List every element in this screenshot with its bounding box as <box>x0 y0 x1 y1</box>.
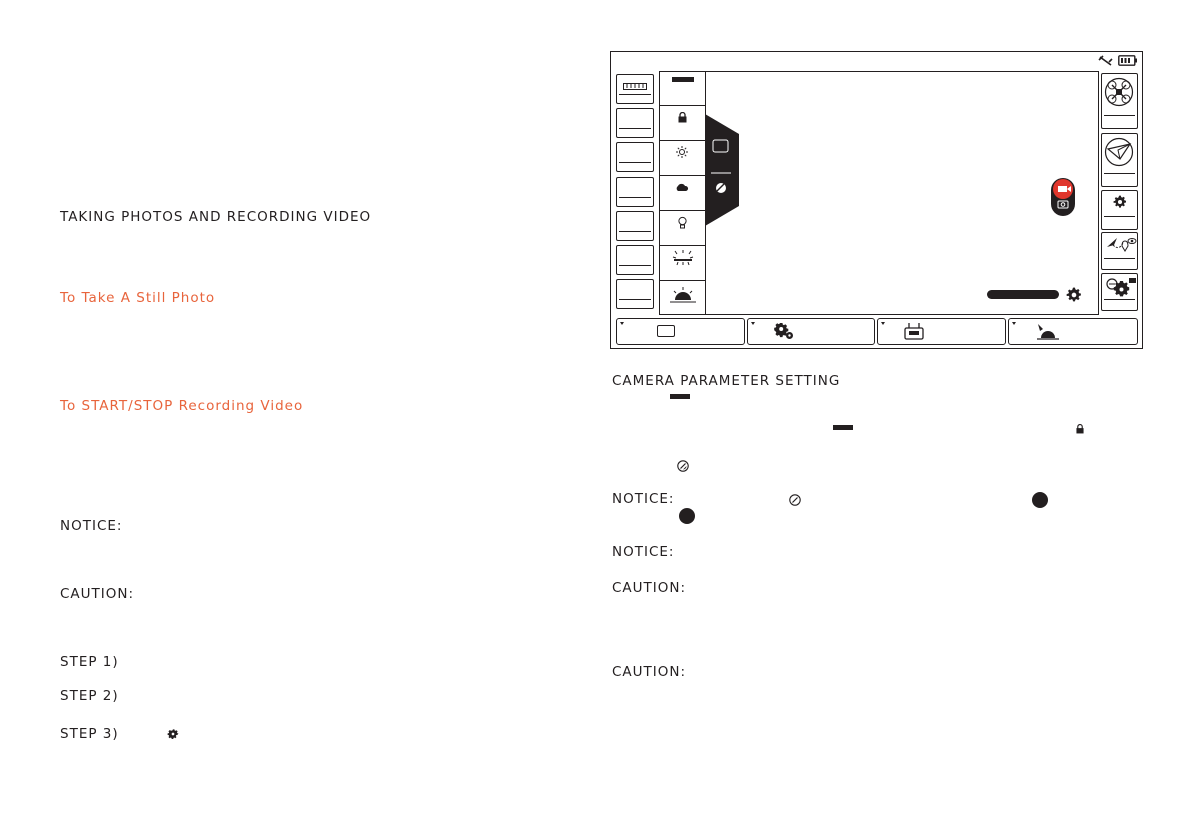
param-fluorescent-cell[interactable] <box>660 246 706 281</box>
left-menu-button-2[interactable] <box>616 108 654 138</box>
ruler-button[interactable] <box>616 74 654 104</box>
exposure-icon <box>789 494 801 506</box>
black-bar-icon <box>670 394 690 399</box>
lock-icon <box>678 112 687 123</box>
param-lock-cell[interactable] <box>660 106 706 141</box>
waypoint-button[interactable] <box>1101 232 1138 270</box>
left-menu-button-4[interactable] <box>616 177 654 207</box>
param-sunset-cell[interactable] <box>660 281 706 315</box>
param-cloudy-cell[interactable] <box>660 176 706 211</box>
notice-label: NOTICE: <box>60 518 123 534</box>
exposure-icon <box>677 460 689 472</box>
drone-view-button[interactable] <box>1101 73 1138 129</box>
subheading-still-photo: To Take A Still Photo <box>60 290 216 306</box>
left-menu-button-3[interactable] <box>616 142 654 172</box>
advanced-settings-button[interactable] <box>1101 273 1138 311</box>
settings-button[interactable] <box>1101 190 1138 230</box>
battery-icon <box>1118 55 1138 66</box>
expand-tab[interactable] <box>705 114 739 226</box>
bottom-gears-button[interactable] <box>747 318 875 345</box>
fluorescent-icon <box>672 250 694 266</box>
black-bar-icon <box>833 425 853 430</box>
gears-icon <box>774 322 794 340</box>
waypoint-icon <box>1105 235 1137 255</box>
zoom-slider[interactable] <box>987 290 1059 299</box>
section-title-taking-photos: TAKING PHOTOS AND RECORDING VIDEO <box>60 209 372 225</box>
lock-icon <box>1076 424 1084 434</box>
left-menu-button-6[interactable] <box>616 245 654 275</box>
step-1-label: STEP 1) <box>60 654 119 670</box>
left-menu-button-5[interactable] <box>616 211 654 241</box>
gear-icon <box>166 727 180 741</box>
compass-button[interactable] <box>1101 133 1138 187</box>
bottom-photo-mode-button[interactable] <box>616 318 745 345</box>
camera-settings-gear-icon[interactable] <box>1066 287 1082 303</box>
left-menu-button-7[interactable] <box>616 279 654 309</box>
notice-label-1: NOTICE: <box>612 491 675 507</box>
param-sunny-cell[interactable] <box>660 141 706 176</box>
bulb-icon <box>678 216 687 229</box>
sunset-icon <box>670 286 696 304</box>
black-bar-icon <box>672 77 694 82</box>
record-shutter-toggle[interactable] <box>1050 177 1076 217</box>
takeoff-land-icon <box>1035 322 1059 341</box>
notice-label-2: NOTICE: <box>612 544 675 560</box>
black-dot-icon <box>679 508 695 524</box>
subheading-record-video: To START/STOP Recording Video <box>60 398 304 414</box>
bottom-remote-button[interactable] <box>877 318 1006 345</box>
step-2-label: STEP 2) <box>60 688 119 704</box>
step-3-label: STEP 3) <box>60 726 119 742</box>
caution-label: CAUTION: <box>60 586 135 602</box>
caution-label-1: CAUTION: <box>612 580 687 596</box>
compass-icon <box>1104 137 1134 167</box>
param-bar-cell[interactable] <box>660 71 706 106</box>
gear-icon <box>1113 195 1127 209</box>
black-dot-icon <box>1032 492 1048 508</box>
photo-mode-icon <box>657 325 675 337</box>
section-title-camera-parameter: CAMERA PARAMETER SETTING <box>612 373 841 389</box>
settings-camera-icon <box>1105 276 1137 298</box>
ruler-icon <box>623 83 647 90</box>
cloud-icon <box>675 183 689 191</box>
satellite-icon <box>1098 55 1113 67</box>
remote-icon <box>904 322 924 341</box>
bottom-takeoff-button[interactable] <box>1008 318 1138 345</box>
sun-icon <box>676 146 688 158</box>
caution-label-2: CAUTION: <box>612 664 687 680</box>
param-incandescent-cell[interactable] <box>660 211 706 246</box>
drone-top-icon <box>1104 77 1134 107</box>
